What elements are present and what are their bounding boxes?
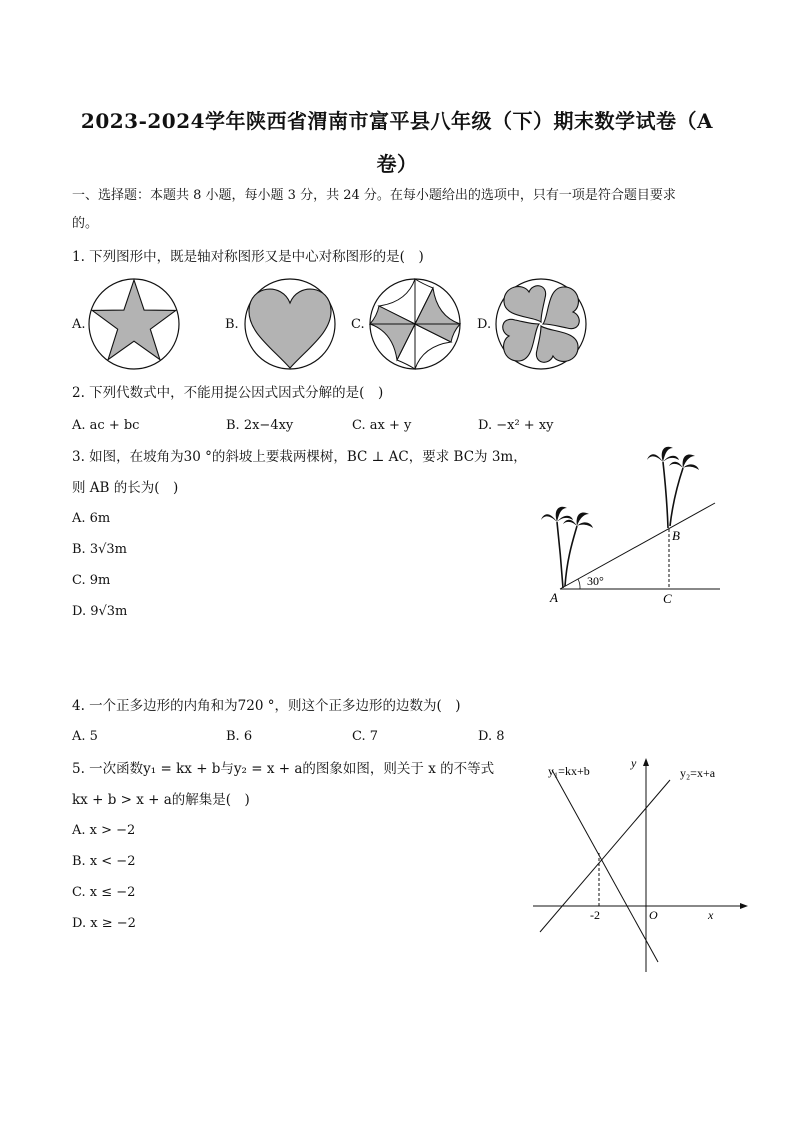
q4-option-b: B. 6 [226, 729, 253, 744]
clover-in-circle-icon [493, 276, 589, 372]
q2-option-b: B. 2x−4xy [226, 418, 294, 433]
angle-label: 30° [587, 574, 604, 588]
q2-stem: 2. 下列代数式中，不能用提公因式因式分解的是( ) [72, 385, 384, 401]
q3-option-c: C. 9m [72, 573, 111, 588]
label-c: C [663, 591, 672, 606]
slope-figure [535, 440, 725, 610]
q5-stem: 5. 一次函数y₁ = kx + b与y₂ = x + a的图象如图，则关于 x 的不等式 [72, 761, 495, 777]
label-x-axis: x [708, 908, 714, 922]
q1-option-c-label: C. [351, 317, 365, 332]
q5-option-a: A. x > −2 [72, 823, 136, 838]
palm-tree-a-icon [541, 507, 593, 588]
q4-option-d: D. 8 [478, 729, 505, 744]
label-y1: y₁=kx+b [548, 764, 590, 778]
q1-option-d-label: D. [477, 317, 492, 332]
q2-option-a: A. ac + bc [72, 418, 140, 433]
label-b: B [672, 528, 680, 543]
section-instructions-end: 的。 [72, 216, 99, 231]
q1-stem: 1. 下列图形中，既是轴对称图形又是中心对称图形的是( ) [72, 249, 424, 265]
label-y-axis: y [631, 756, 637, 770]
q3-option-d: D. 9√3m [72, 604, 128, 619]
star-in-circle-icon [86, 276, 182, 372]
section-instructions: 一、选择题：本题共 8 小题，每小题 3 分，共 24 分。在每小题给出的选项中，只有一项是符合题目要求 [72, 188, 676, 203]
label-neg2: -2 [590, 908, 600, 922]
label-a: A [550, 590, 558, 605]
q5-stem-cont: kx + b > x + a的解集是( ) [72, 792, 250, 808]
q1-option-b-label: B. [225, 317, 239, 332]
heart-in-circle-icon [242, 276, 338, 372]
q3-option-b: B. 3√3m [72, 542, 127, 557]
q5-option-b: B. x < −2 [72, 854, 136, 869]
q3-option-a: A. 6m [72, 511, 111, 526]
q2-option-c: C. ax + y [352, 418, 412, 433]
line-y1 [552, 770, 658, 962]
q2-option-d: D. −x² + xy [478, 418, 554, 433]
label-y2: y₂=x+a [680, 766, 716, 780]
q1-option-a-label: A. [72, 317, 86, 332]
page-title: 2023-2024学年陕西省渭南市富平县八年级（下）期末数学试卷（A [80, 109, 714, 133]
label-origin: O [649, 908, 658, 922]
q4-option-c: C. 7 [352, 729, 379, 744]
pinwheel-in-circle-icon [367, 276, 463, 372]
q4-stem: 4. 一个正多边形的内角和为720 °，则这个正多边形的边数为( ) [72, 698, 461, 714]
linear-functions-graph [530, 752, 760, 974]
q5-option-d: D. x ≥ −2 [72, 916, 136, 931]
q3-stem: 3. 如图，在坡角为30 °的斜坡上要栽两棵树，BC ⊥ AC，要求 BC为 3m， [72, 449, 527, 465]
q3-stem-cont: 则 AB 的长为( ) [72, 480, 179, 496]
page-title-line2: 卷） [376, 152, 418, 176]
q4-option-a: A. 5 [72, 729, 98, 744]
q5-option-c: C. x ≤ −2 [72, 885, 136, 900]
